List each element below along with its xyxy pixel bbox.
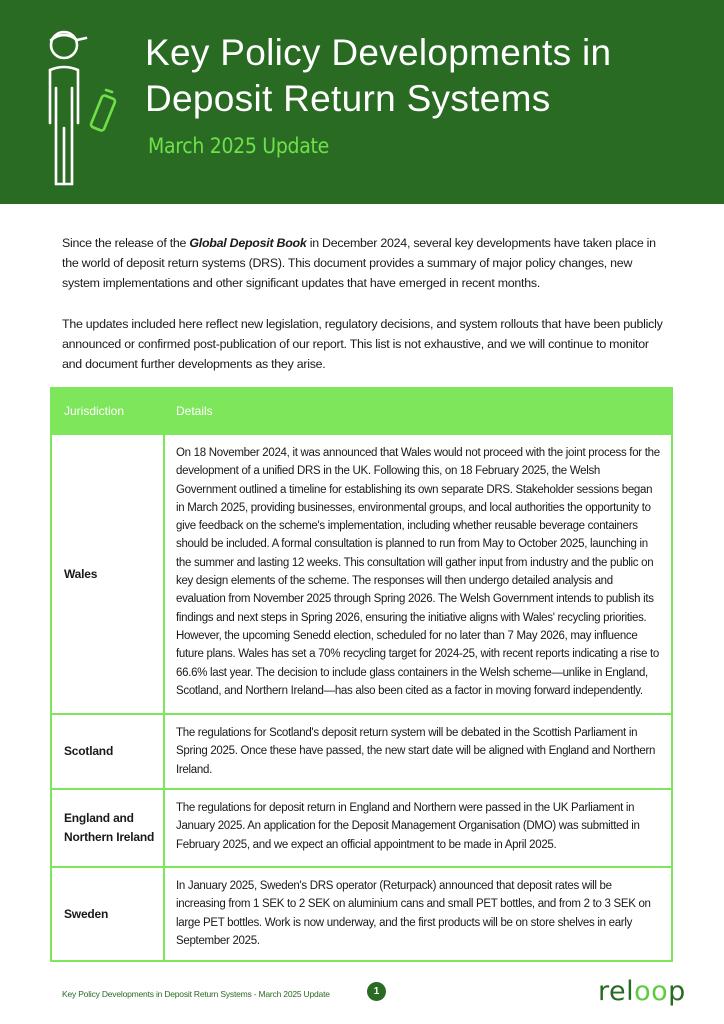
table-row [52, 866, 671, 960]
column-header-jurisdiction: Jurisdiction [64, 404, 125, 418]
details-cell: In January 2025, Sweden's DRS operator (Returpack) announced that deposit rates will be increasing from 1 SEK to 2 SEK on aluminium cans and small PET bottles, and from 2 to 3 SEK on large PET bottles. Work is now underway, and the first products will be on store shelves in early September 2025. [176, 880, 651, 947]
title-line-1: Key Policy Developments in [145, 32, 612, 73]
table-row [52, 788, 671, 866]
developments-table [50, 387, 673, 962]
intro-paragraph-2: The updates included here reflect new legislation, regulatory decisions, and system rollouts that have been publicly announced or confirmed post-publication of our report. This list is not exhaustive, and we will continue to monitor and document further developments as they arise. [62, 317, 663, 371]
title-line-2: Deposit Return Systems [145, 78, 551, 119]
jurisdiction-cell: England and Northern Ireland [52, 790, 165, 866]
jurisdiction-cell: Scotland [52, 715, 165, 788]
table-header [52, 389, 671, 433]
table-row [52, 433, 671, 713]
intro-text: Since the release of the [62, 236, 190, 250]
intro-text: in December 2024, several key developments have taken place in the world of deposit return systems (DRS). This document provides a summary of major policy changes, new system implementations and other significant updates that have emerged in recent months. [62, 236, 656, 290]
page-subtitle: March 2025 Update [148, 134, 329, 158]
jurisdiction-cell: Wales [52, 435, 165, 713]
column-header-details: Details [176, 404, 213, 418]
page-number-badge: 1 [367, 982, 386, 1001]
table-row [52, 713, 671, 788]
details-cell: On 18 November 2024, it was announced that Wales would not proceed with the joint process for the development of a unified DRS in the UK. Following this, on 18 February 2025, the Welsh Government outlined a timeline for establishing its own separate DRS. Stakeholder sessions began in March 2025, providing businesses, environmental groups, and local authorities the opportunity to give feedback on the scheme's implementation, including whether reusable beverage containers should be included. A formal consultation is planned to run from May to October 2025, launching in the summer and lasting 12 weeks. This consultation will gather input from industry and the public on key design elements of the scheme. The responses will then undergo detailed analysis and evaluation from November 2025 through Spring 2026. The Welsh Government intends to publish its findings and next steps in Spring 2026, ensuring the initiative aligns with Wales' recycling priorities. However, the upcoming Senedd election, scheduled for no later than 7 May 2026, may influence future plans. Wales has set a 70% recycling target for 2024-25, with recent reports indicating a rise to 66.6% last year. The decision to include glass containers in the Welsh scheme—unlike in England, Scotland, and Northern Ireland—has also been cited as a factor in moving forward independently. [176, 447, 660, 697]
details-cell: The regulations for Scotland's deposit return system will be debated in the Scottish Parliament in Spring 2025. Once these have passed, the new start date will be aligned with England and Northern Ireland. [176, 727, 656, 776]
page-title [145, 30, 705, 122]
intro-paragraph-1 [62, 233, 670, 293]
header-banner [0, 0, 724, 204]
details-cell: The regulations for deposit return in England and Northern were passed in the UK Parliament in January 2025. An application for the Deposit Management Organisation (DMO) was submitted in February 2025, and we expect an official appointment to be made in April 2025. [176, 802, 640, 851]
jurisdiction-cell: Sweden [52, 868, 165, 960]
logo-part: p [668, 976, 686, 1007]
book-title: Global Deposit Book [189, 236, 307, 250]
footer-text: Key Policy Developments in Deposit Return Systems - March 2025 Update [62, 989, 330, 999]
logo-part-accent: oo [634, 976, 669, 1007]
person-with-bottle-icon [34, 28, 130, 188]
logo-part: rel [598, 976, 635, 1007]
reloop-logo [598, 976, 686, 1007]
